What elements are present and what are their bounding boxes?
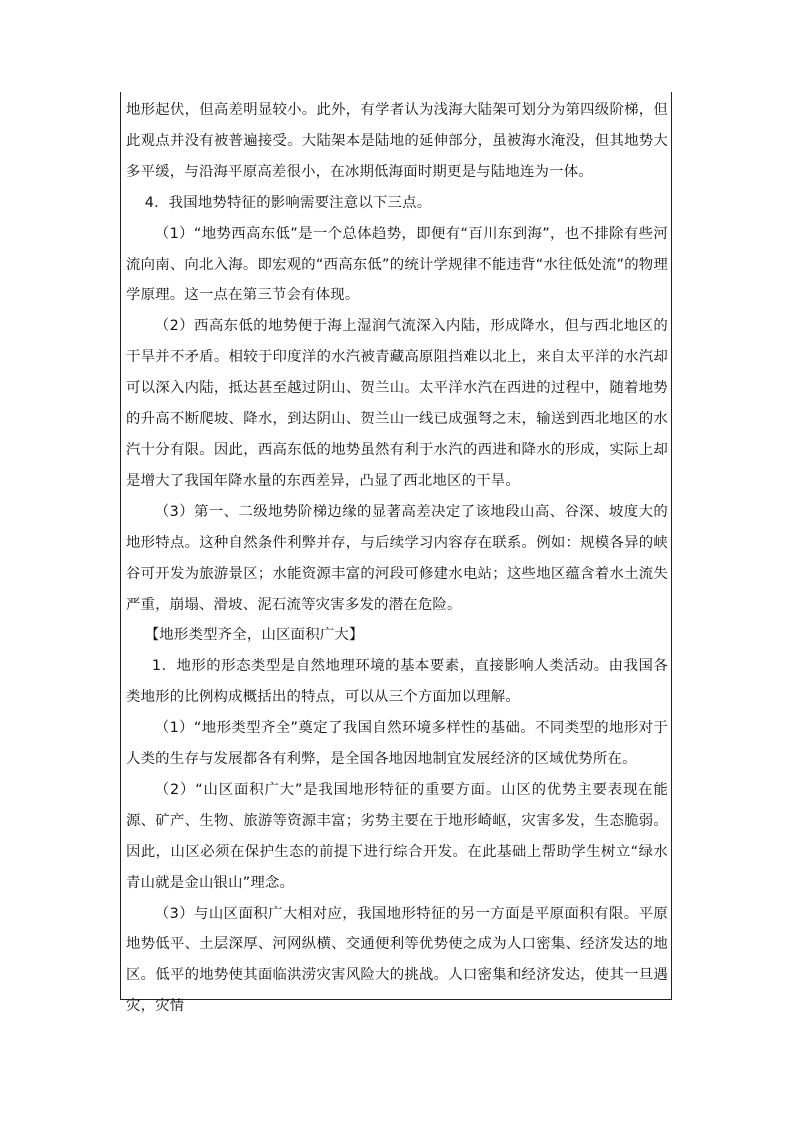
paragraph-section-1-intro: 1．地形的形态类型是自然地理环境的基本要素，直接影响人类活动。由我国各类地形的比例构成概括出的特点，可以从三个方面加以理解。 [126,658,668,706]
paragraph-types-point-2: （2）“山区面积广大”是我国地形特征的重要方面。山区的优势主要表现在能源、矿产、生物、旅游等资源丰富；劣势主要在于地形崎岖，灾害多发，生态脆弱。因此，山区必须在保护生态的前提下进行综合开发。在此基础上帮助学生树立“绿水青山就是金山银山”理念。 [126,781,668,891]
paragraph-point-1: （1）“地势西高东低”是一个总体趋势，即便有“百川东到海”，也不排除有些河流向南、向北入海。即宏观的“西高东低”的统计学规律不能违背“水往低处流”的物理学原理。这一点在第三节会有体现。 [126,225,668,304]
paragraph-point-3: （3）第一、二级地势阶梯边缘的显著高差决定了该地段山高、谷深、坡度大的地形特点。这种自然条件利弊并存，与后续学习内容存在联系。例如：规模各异的峡谷可开发为旅游景区；水能资源丰富的河段可修建水电站；这些地区蕴含着水土流失严重，崩塌、滑坡、泥石流等灾害多发的潜在危险。 [126,503,668,613]
paragraph-types-point-1: （1）“地形类型齐全”奠定了我国自然环境多样性的基础。不同类型的地形对于人类的生存与发展都各有利弊，是全国各地因地制宜发展经济的区域优势所在。 [126,720,668,768]
paragraph-section-4-heading: 4．我国地势特征的影响需要注意以下三点。 [144,194,432,211]
document-body [126,95,668,1022]
paragraph-types-point-3: （3）与山区面积广大相对应，我国地形特征的另一方面是平原面积有限。平原地势低平、土层深厚、河网纵横、交通便利等优势使之成为人口密集、经济发达的地区。低平的地势使其面临洪涝灾害风险大的挑战。人口密集和经济发达，使其一旦遇灾，灾情 [126,905,668,1015]
paragraph-continuation: 地形起伏，但高差明显较小。此外，有学者认为浅海大陆架可划分为第四级阶梯，但此观点并没有被普遍接受。大陆架本是陆地的延伸部分，虽被海水淹没，但其地势大多平缓，与沿海平原高差很小，在冰期低海面时期更是与陆地连为一体。 [126,102,668,180]
section-heading-terrain-types: 【地形类型齐全，山区面积广大】 [144,627,364,644]
paragraph-point-2: （2）西高东低的地势便于海上湿润气流深入内陆，形成降水，但与西北地区的干旱并不矛盾。相较于印度洋的水汽被青藏高原阻挡难以北上，来自太平洋的水汽却可以深入内陆，抵达甚至越过阴山、贺兰山。太平洋水汽在西进的过程中，随着地势的升高不断爬坡、降水，到达阴山、贺兰山一线已成强弩之末，输送到西北地区的水汽十分有限。因此，西高东低的地势虽然有利于水汽的西进和降水的形成，实际上却是增大了我国年降水量的东西差异，凸显了西北地区的干旱。 [126,318,668,489]
